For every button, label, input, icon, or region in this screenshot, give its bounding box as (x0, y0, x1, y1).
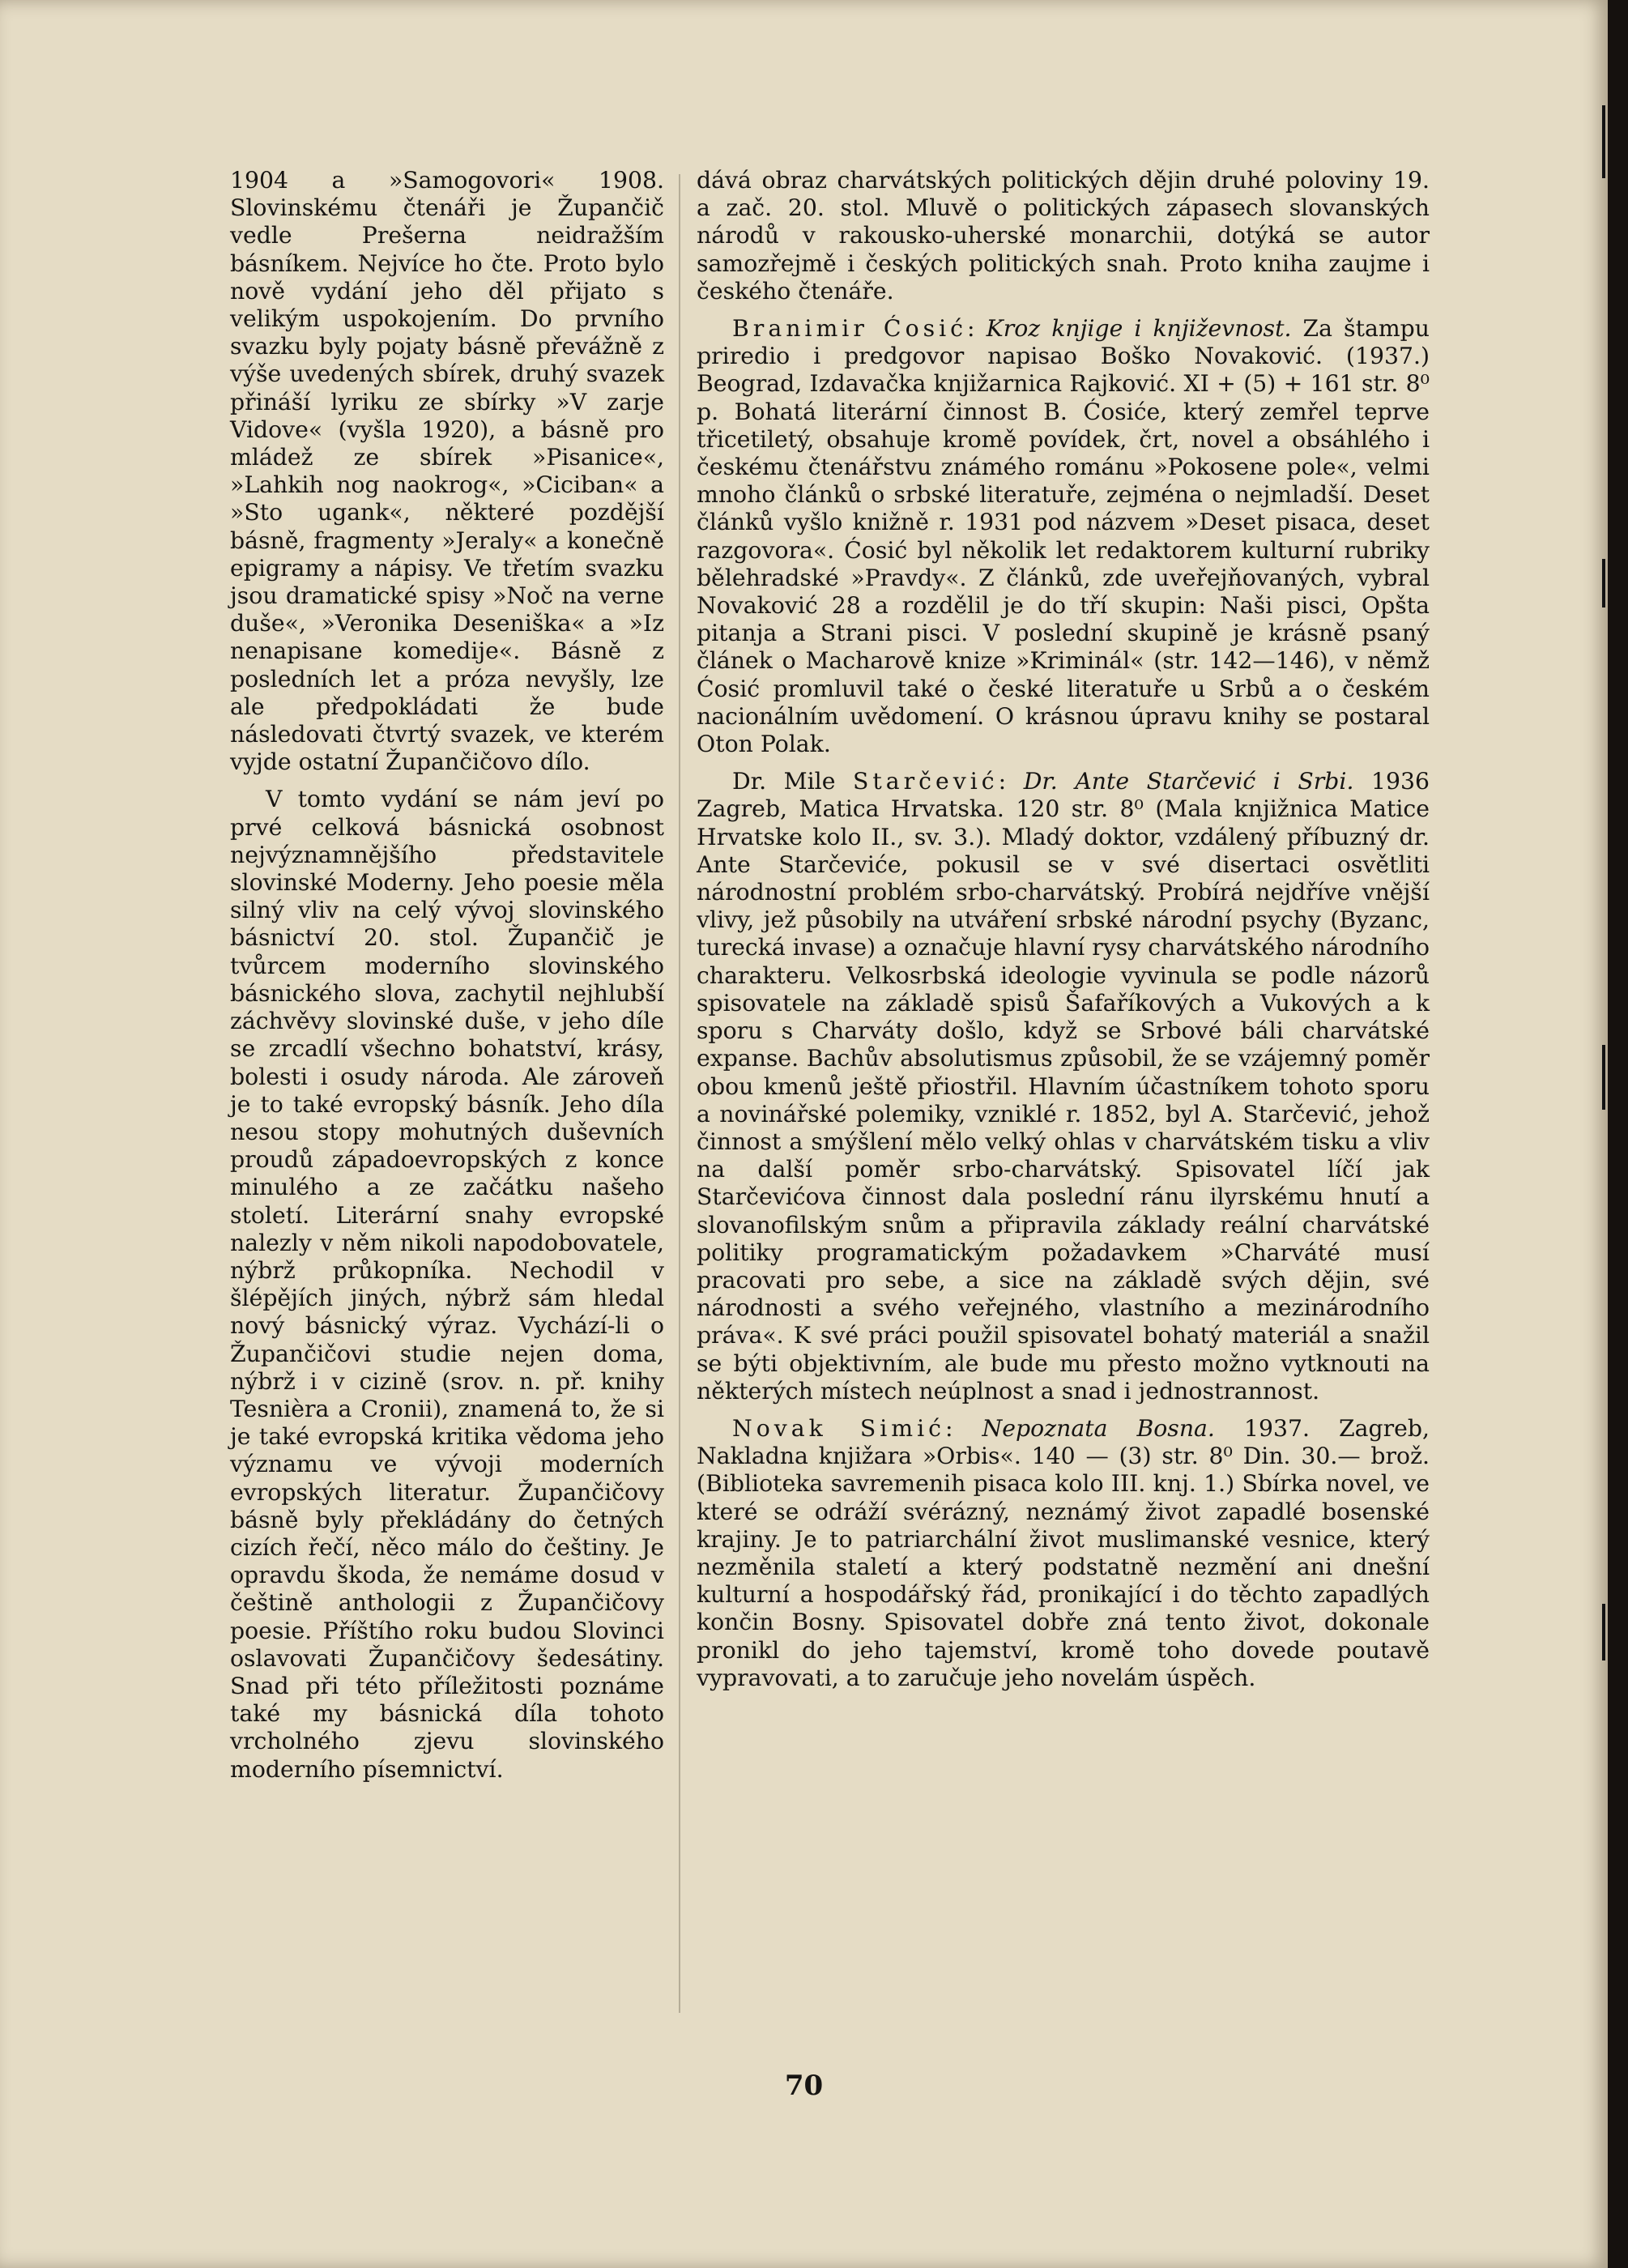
review-book-title: Dr. Ante Starčević i Srbi. (1023, 768, 1354, 795)
right-intro-paragraph: dává obraz charvátských politických dějin druhé poloviny 19. a zač. 20. stol. Mluvě o politických zápasech slovanských národů v rakousko-uherské monarchii, dotýká se autor samozřejmě i českých politických snah. Proto kniha zaujme i českého čtenáře. (697, 167, 1430, 305)
left-paragraph-2: V tomto vydání se nám jeví po prvé celková básnická osobnost nejvýznamnějšího představitele slovinské Moderny. Jeho poesie měla silný vliv na celý vývoj slovinského básnictví 20. stol. Župančič je tvůrcem moderního slovinského básnického slova, zachytil nejhlubší záchvěvy slovinské duše, v jeho díle se zrcadlí všechno bohatství, krásy, bolesti i osudy národa. Ale zároveň je to také evropský básník. Jeho díla nesou stopy mohutných duševních proudů západoevropských z konce minulého a ze začátku našeho století. Literární snahy evropské nalezly v něm nikoli napodobovatele, nýbrž průkopníka. Nechodil v šlépějích jiných, nýbrž sám hledal nový básnický výraz. Vychází-li o Župančičovi studie nejen doma, nýbrž i v cizině (srov. n. př. knihy Tesnièra a Cronii), znamená to, že si je také evropská kritika vědoma jeho významu ve vývoji moderních evropských literatur. Župančičovy básně byly překládány do četných cizích řečí, něco málo do češtiny. Je opravdu škoda, že nemáme dosud v češtině anthologii z Župančičovy poesie. Příštího roku budou Slovinci oslavovati Župančičovy šedesátiny. Snad při této příležitosti poznáme také my básnická díla tohoto vrcholného zjevu slovinského moderního písemnictví. (230, 786, 664, 1783)
review-author: Starčević (852, 768, 999, 795)
edge-mark (1602, 559, 1605, 608)
review-book-title: Kroz knjige i književnost. (986, 315, 1292, 343)
review-author-prefix: Dr. Mile (732, 768, 836, 795)
review-text: 1937. Zagreb, Nakladna knjižara »Orbis«. 140 — (3) str. 8⁰ Din. 30.— brož. (Biblioteka savremenih pisaca kolo III. knj. 1.) Sbírka novel, ve které se odráží svérázný, neznámý život zapadlé bosenské krajiny. Je to patriarchální život muslimanské vesnice, který nezměnila staletí a který podstatně nezmění ani dnešní kulturní a hospodářský řád, pronikající i do těchto zapadlých končin Bosny. Spisovatel dobře zná tento život, dokonale pronikl do jeho tajemství, kromě toho dovede poutavě vypravovati, a to zaručuje jeho novelám úspěch. (697, 1414, 1430, 1691)
edge-mark (1602, 105, 1605, 178)
review-author: Novak Simić (732, 1414, 945, 1442)
review-author: Branimir Ćosić (732, 315, 968, 343)
left-paragraph-1: 1904 a »Samogovori« 1908. Slovinskému čtenáři je Župančič vedle Prešerna neidražším básníkem. Nejvíce ho čte. Proto bylo nově vydání jeho děl přijato s velikým uspokojením. Do prvního svazku byly pojaty básně převážně z výše uvedených sbírek, druhý svazek přináší lyriku ze sbírky »V zarje Vidove« (vyšla 1920), a básně pro mládež ze sbírek »Pisanice«, »Lahkih nog naokrog«, »Ciciban« a »Sto ugank«, některé pozdější básně, fragmenty »Jeraly« a konečně epigramy a nápisy. Ve třetím svazku jsou dramatické spisy »Noč na verne duše«, »Veronika Deseniška« a »Iz nenapisane komedije«. Básně z posledních let a próza nevyšly, lze ale předpokládati že bude následovati čtvrtý svazek, ve kterém vyjde ostatní Župančičovo dílo. (230, 167, 664, 776)
review-text: 1936 Zagreb, Matica Hrvatska. 120 str. 8⁰ (Mala knjižnica Matice Hrvatske kolo II., sv. 3.). Mladý doktor, vzdálený příbuzný dr. Ante Starčeviće, pokusil se v své disertaci osvětliti národnostní problém srbo-charvátský. Probírá nejdříve vnější vlivy, jež působily na utváření srbské národní psychy (Byzanc, turecká invase) a označuje hlavní rysy charvátského národního charakteru. Velkosrbská ideologie vyvinula se podle názorů spisovatele na základě spisů Šafaříkových a Vukových a k sporu s Charváty došlo, když se Srbové báli charvátské expanse. Bachův absolutismus způsobil, že se vzájemný poměr obou kmenů ještě přiostřil. Hlavním účastníkem tohoto sporu a novinářské polemiky, vzniklé r. 1852, byl A. Starčević, jehož činnost a smýšlení mělo velký ohlas v charvátském tisku a vliv na další poměr srbo-charvátský. Spisovatel líčí jak Starčevićova činnost dala poslední ránu ilyrskému hnutí a slovanofilským snům a připravila základy reální charvátské politiky programatickým požadavkem »Charváté musí pracovati pro sebe, a sice na základě svých dějin, své národnosti a svého veřejného, vlastního a mezinárodního práva«. K své práci použil spisovatel bohatý materiál a snažil se býti objektivním, ale bude mu přesto možno vytknouti na některých místech neúplnost a snad i jednostrannost. (697, 768, 1430, 1405)
page-number: 70 (784, 2070, 824, 2102)
edge-mark (1602, 1604, 1605, 1660)
review-text: Za štampu priredio i predgovor napisao Boško Novaković. (1937.) Beograd, Izdavačka knjižarnica Rajković. XI + (5) + 161 str. 8⁰ p. Bohatá literární činnost B. Ćosiće, který zemřel teprve třicetiletý, obsahuje kromě povídek, črt, novel a obsáhlého i českému čtenářstvu známého románu »Pokosene pole«, velmi mnoho článků o srbské literatuře, zejména o nejmladší. Deset článků vyšlo knižně r. 1931 pod názvem »Deset pisaca, deset razgovora«. Ćosić byl několik let redaktorem kulturní rubriky bělehradské »Pravdy«. Z článků, zde uveřejňovaných, vybral Novaković 28 a rozdělil je do tří skupin: Naši pisci, Opšta pitanja a Strani pisci. V poslední skupině je krásně psaný článek o Macharově knize »Kriminál« (str. 142—146), v němž Ćosić promluvil také o české literatuře u Srbů a o českém nacionálním uvědomení. O krásnou úpravu knihy se postaral Oton Polak. (697, 315, 1430, 758)
review-book-title: Nepoznata Bosna. (982, 1414, 1215, 1442)
review-simic: Novak Simić: Nepoznata Bosna. 1937. Zagreb, Nakladna knjižara »Orbis«. 140 — (3) str. 8⁰ Din. 30.— brož. (Biblioteka savremenih pisaca kolo III. knj. 1.) Sbírka novel, ve které se odráží svérázný, neznámý život zapadlé bosenské krajiny. Je to patriarchální život muslimanské vesnice, který nezměnila staletí a který podstatně nezmění ani dnešní kulturní a hospodářský řád, pronikající i do těchto zapadlých končin Bosny. Spisovatel dobře zná tento život, dokonale pronikl do jeho tajemství, kromě toho dovede poutavě vypravovati, a to zaručuje jeho novelám úspěch. (697, 1414, 1430, 1691)
review-cosic: Branimir Ćosić: Kroz knjige i književnost. Za štampu priredio i predgovor napisao Boško Novaković. (1937.) Beograd, Izdavačka knjižarnica Rajković. XI + (5) + 161 str. 8⁰ p. Bohatá literární činnost B. Ćosiće, který zemřel teprve třicetiletý, obsahuje kromě povídek, črt, novel a obsáhlého i českému čtenářstvu známého románu »Pokosene pole«, velmi mnoho článků o srbské literatuře, zejména o nejmladší. Deset článků vyšlo knižně r. 1931 pod názvem »Deset pisaca, deset razgovora«. Ćosić byl několik let redaktorem kulturní rubriky bělehradské »Pravdy«. Z článků, zde uveřejňovaných, vybral Novaković 28 a rozdělil je do tří skupin: Naši pisci, Opšta pitanja a Strani pisci. V poslední skupině je krásně psaný článek o Macharově knize »Kriminál« (str. 142—146), v němž Ćosić promluvil také o české literatuře u Srbů a o českém nacionálním uvědomení. O krásnou úpravu knihy se postaral Oton Polak. (697, 315, 1430, 758)
right-column (697, 167, 1430, 1692)
edge-mark (1602, 1045, 1605, 1110)
review-starcevic: Dr. Mile Starčević: Dr. Ante Starčević i Srbi. 1936 Zagreb, Matica Hrvatska. 120 str. 8⁰ (Mala knjižnica Matice Hrvatske kolo II., sv. 3.). Mladý doktor, vzdálený příbuzný dr. Ante Starčeviće, pokusil se v své disertaci osvětliti národnostní problém srbo-charvátský. Probírá nejdříve vnější vlivy, jež působily na utváření srbské národní psychy (Byzanc, turecká invase) a označuje hlavní rysy charvátského národního charakteru. Velkosrbská ideologie vyvinula se podle názorů spisovatele na základě spisů Šafaříkových a Vukových a k sporu s Charváty došlo, když se Srbové báli charvátské expanse. Bachův absolutismus způsobil, že se vzájemný poměr obou kmenů ještě přiostřil. Hlavním účastníkem tohoto sporu a novinářské polemiky, vzniklé r. 1852, byl A. Starčević, jehož činnost a smýšlení mělo velký ohlas v charvátském tisku a vliv na další poměr srbo-charvátský. Spisovatel líčí jak Starčevićova činnost dala poslední ránu ilyrskému hnutí a slovanofilským snům a připravila základy reální charvátské politiky programatickým požadavkem »Charváté musí pracovati pro sebe, a sice na základě svých dějin, své národnosti a svého veřejného, vlastního a mezinárodního práva«. K své práci použil spisovatel bohatý materiál a snažil se býti objektivním, ale bude mu přesto možno vytknouti na některých místech neúplnost a snad i jednostrannost. (697, 768, 1430, 1405)
page-edge-shadow (1608, 0, 1628, 2268)
column-divider (679, 174, 680, 2013)
left-column (230, 167, 664, 1784)
